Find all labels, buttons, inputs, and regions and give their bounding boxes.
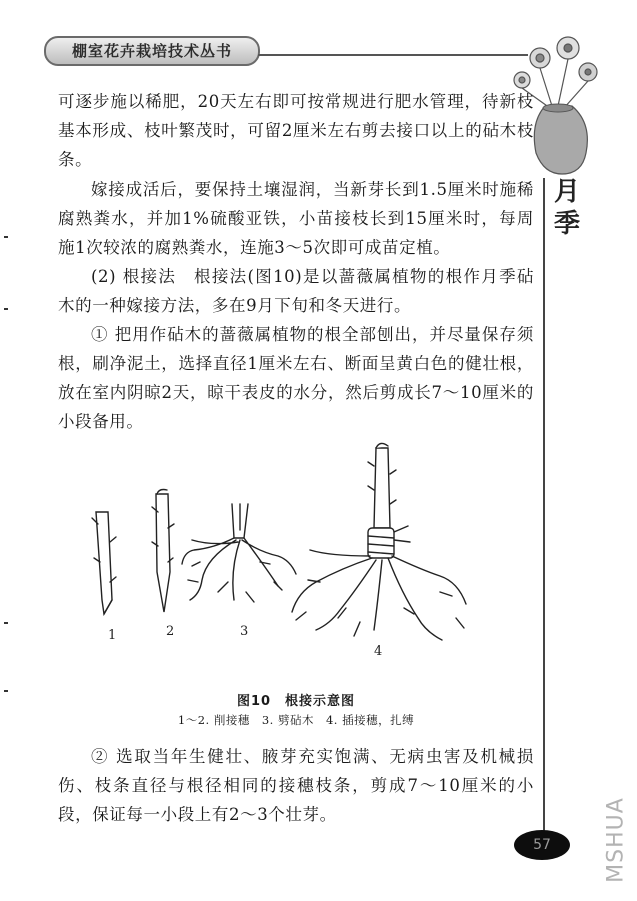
scan-mark <box>4 236 8 238</box>
paragraph: ① 把用作砧木的蔷薇属植物的根全部刨出，并尽量保存须根，刷净泥土，选择直径1厘米左右、断面呈黄白色的健壮根，放在室内阴晾2天，晾干表皮的水分，然后剪成长7～10厘米的小段备用。 <box>58 325 534 431</box>
figure-label: 4 <box>374 644 383 659</box>
paragraph: ② 选取当年生健壮、腋芽充实饱满、无病虫害及机械损伤、枝条直径与根径相同的接穗枝条，剪成7～10厘米的小段，保证每一小段上有2～3个壮芽。 <box>58 747 534 824</box>
paragraph: 嫁接成活后，要保持土壤湿润，当新芽长到1.5厘米时施稀腐熟粪水，并加1%硫酸亚铁，小苗接枝长到15厘米时，每周施1次较浓的腐熟粪水，连施3～5次即可成苗定植。 <box>58 180 534 257</box>
figure-caption: 图10 根接示意图 <box>236 694 356 709</box>
series-title: 棚室花卉栽培技术丛书 <box>44 36 260 66</box>
inserted-scion-4 <box>292 443 466 640</box>
page-edge-rule <box>543 178 545 833</box>
scan-mark <box>4 308 8 310</box>
root-grafting-figure <box>60 432 530 677</box>
watermark-text: MSHUA <box>603 797 629 883</box>
paragraph: 可逐步施以稀肥，20天左右即可按常规进行肥水管理，待新枝基本形成、枝叶繁茂时，可留2厘米左右剪去接口以上的砧木枝条。 <box>58 92 534 169</box>
scan-mark <box>4 622 8 624</box>
side-title-char: 季 <box>553 209 580 239</box>
scion-cut-2 <box>152 490 174 613</box>
side-title <box>551 176 583 240</box>
watermark <box>598 790 634 890</box>
figure-legend: 1～2. 削接穗 3. 劈砧木 4. 插接穗，扎缚 <box>177 713 415 727</box>
side-title-char: 月 <box>553 177 580 207</box>
figure-label: 3 <box>240 624 249 639</box>
grafting-illustration <box>60 432 530 677</box>
figure-label: 2 <box>166 624 175 639</box>
figure-label: 1 <box>108 628 117 643</box>
paragraph: (2) 根接法 根接法(图10)是以蔷薇属植物的根作月季砧木的一种嫁接方法，多在9月下旬和冬天进行。 <box>58 267 534 315</box>
scan-mark <box>4 690 8 692</box>
scion-cut-1 <box>92 512 116 614</box>
page-number: 57 <box>514 830 570 860</box>
split-rootstock-3 <box>182 504 296 602</box>
header-rule <box>258 54 528 56</box>
